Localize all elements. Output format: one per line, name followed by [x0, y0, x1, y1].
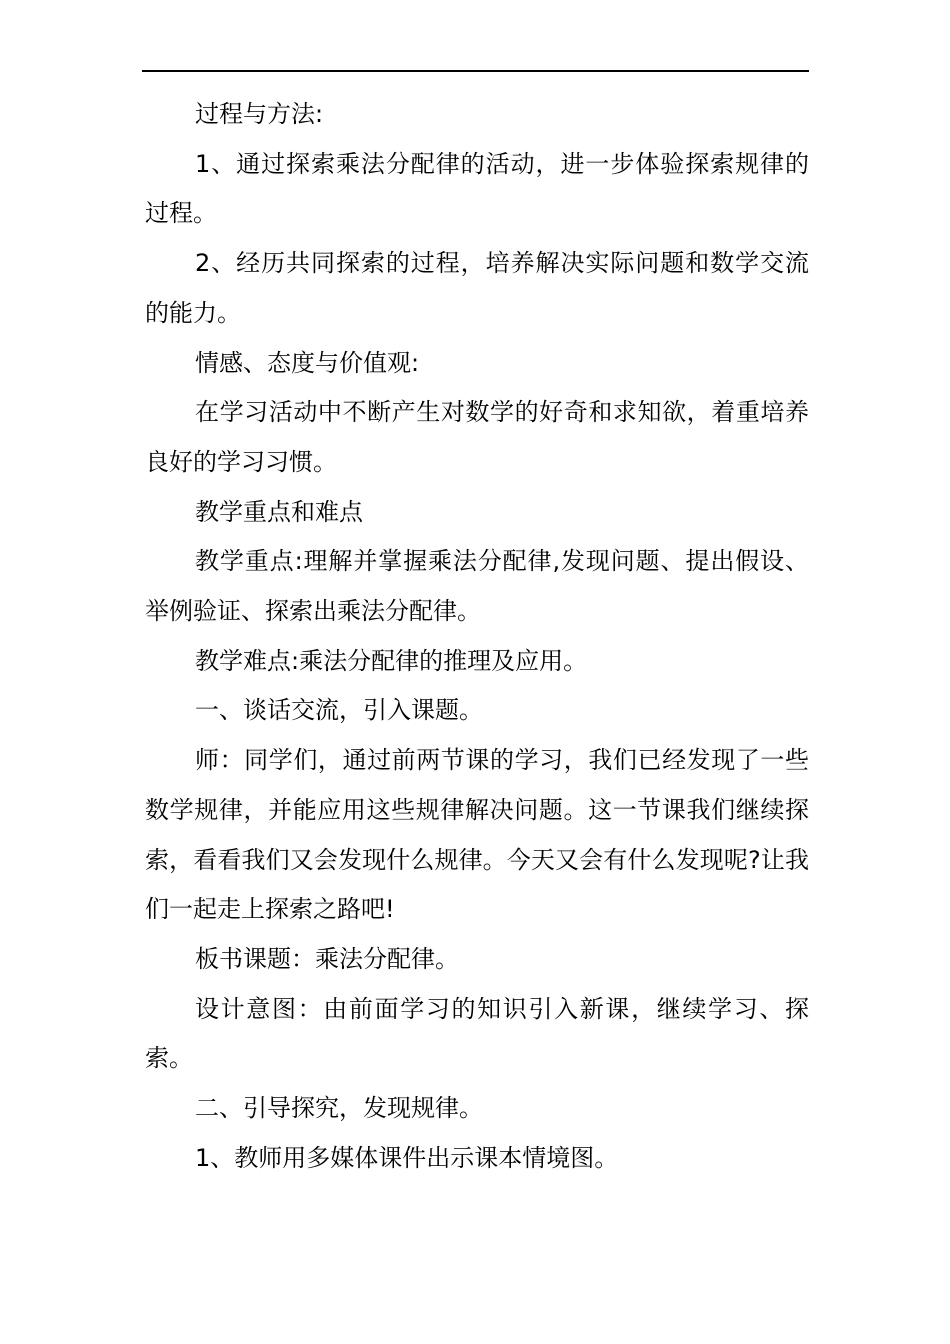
paragraph-process-1: 1、通过探索乘法分配律的活动，进一步体验探索规律的过程。 [145, 149, 809, 228]
heading-key-points: 教学重点和难点 [195, 497, 363, 526]
paragraph-step-1: 1、教师用多媒体课件出示课本情境图。 [195, 1143, 619, 1172]
heading-section-one: 一、谈话交流，引入课题。 [195, 696, 483, 725]
paragraph-emotion: 在学习活动中不断产生对数学的好奇和求知欲，着重培养良好的学习习惯。 [145, 398, 809, 476]
paragraph-process-2: 2、经历共同探索的过程，培养解决实际问题和数学交流的能力。 [145, 249, 809, 327]
heading-process-method: 过程与方法: [195, 100, 324, 128]
heading-emotion-values: 情感、态度与价值观: [195, 348, 420, 377]
paragraph-key-point: 教学重点:理解并掌握乘法分配律,发现问题、提出假设、举例验证、探索出乘法分配律。 [145, 547, 809, 626]
heading-section-two: 二、引导探究，发现规律。 [195, 1094, 483, 1123]
paragraph-teacher-intro: 师：同学们，通过前两节课的学习，我们已经发现了一些数学规律，并能应用这些规律解决问题。这一节课我们继续探索，看看我们又会发现什么规律。今天又会有什么发现呢?让我们一起走上探索之路吧! [145, 746, 809, 924]
document-body [145, 90, 809, 1183]
paragraph-difficulty: 教学难点:乘法分配律的推理及应用。 [195, 646, 588, 675]
header-rule [142, 70, 809, 72]
paragraph-design-intent: 设计意图：由前面学习的知识引入新课，继续学习、探索。 [145, 994, 809, 1073]
paragraph-board-title: 板书课题：乘法分配律。 [195, 944, 459, 973]
